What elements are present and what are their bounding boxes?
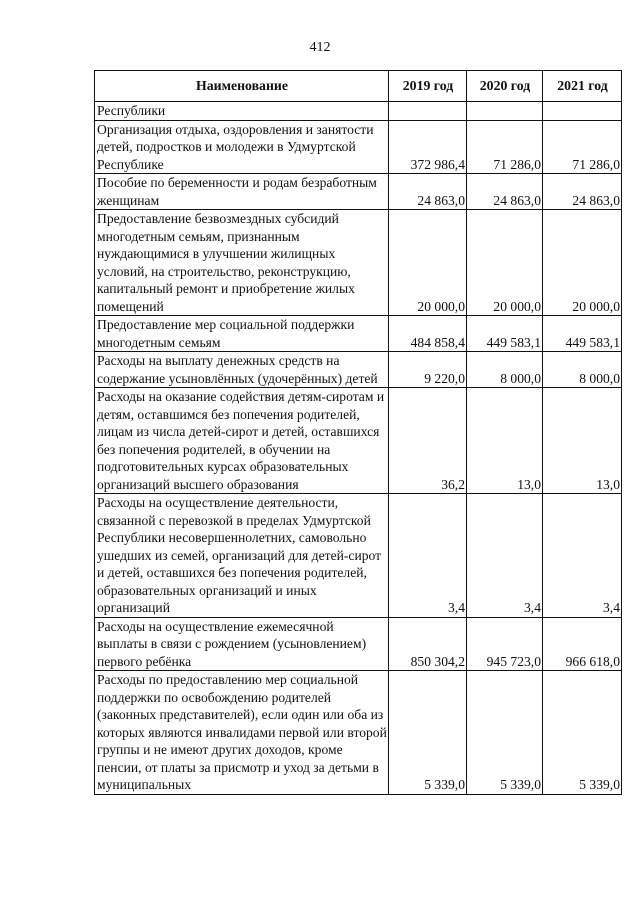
table-row xyxy=(95,210,622,316)
header-2020: 2020 год xyxy=(467,71,543,102)
value-2019: 850 304,2 xyxy=(389,617,467,671)
row-name: Расходы по предоставлению мер социальной поддержки по освобождению родителей (законных представителей), если один или оба из которых являются инвалидами первой или второй группы и не имеют других доходов, кроме пенсии, от платы за присмотр и уход за детьми в муниципальных xyxy=(95,671,389,795)
table-row xyxy=(95,120,622,174)
value-2019: 3,4 xyxy=(389,494,467,618)
value-2019: 484 858,4 xyxy=(389,316,467,352)
row-name: Расходы на оказание содействия детям-сиротам и детям, оставшимся без попечения родителей, лицам из числа детей-сирот и детей, оставшихся без попечения родителей, в обучении на подготовительных курсах образовательных организаций высшего образования xyxy=(95,388,389,494)
table-row xyxy=(95,316,622,352)
value-2021: 24 863,0 xyxy=(543,174,622,210)
value-2020: 5 339,0 xyxy=(467,671,543,795)
header-row xyxy=(95,71,622,102)
value-2019: 20 000,0 xyxy=(389,210,467,316)
row-name: Расходы на осуществление ежемесячной выплаты в связи с рождением (усыновлением) первого ребёнка xyxy=(95,617,389,671)
value-2019: 5 339,0 xyxy=(389,671,467,795)
value-2021: 8 000,0 xyxy=(543,352,622,388)
row-name: Предоставление мер социальной поддержки многодетным семьям xyxy=(95,316,389,352)
value-2021: 3,4 xyxy=(543,494,622,618)
value-2020: 20 000,0 xyxy=(467,210,543,316)
value-2019: 36,2 xyxy=(389,388,467,494)
table-row xyxy=(95,352,622,388)
header-name: Наименование xyxy=(95,71,389,102)
table-row xyxy=(95,102,622,121)
row-name: Пособие по беременности и родам безработным женщинам xyxy=(95,174,389,210)
table-row xyxy=(95,617,622,671)
row-name: Организация отдыха, оздоровления и занятости детей, подростков и молодежи в Удмуртской Республике xyxy=(95,120,389,174)
value-2019: 24 863,0 xyxy=(389,174,467,210)
header-2019: 2019 год xyxy=(389,71,467,102)
value-2020: 24 863,0 xyxy=(467,174,543,210)
value-2021: 966 618,0 xyxy=(543,617,622,671)
value-2020: 71 286,0 xyxy=(467,120,543,174)
value-2021: 5 339,0 xyxy=(543,671,622,795)
row-name: Расходы на выплату денежных средств на содержание усыновлённых (удочерённых) детей xyxy=(95,352,389,388)
table-row xyxy=(95,174,622,210)
value-2020: 13,0 xyxy=(467,388,543,494)
value-2021: 449 583,1 xyxy=(543,316,622,352)
value-2020 xyxy=(467,102,543,121)
value-2019 xyxy=(389,102,467,121)
budget-table xyxy=(94,70,622,795)
row-name: Расходы на осуществление деятельности, связанной с перевозкой в пределах Удмуртской Республики несовершеннолетних, самовольно ушедших из семей, организаций для детей-сирот и детей, оставшихся без попечения родителей, образовательных организаций и иных организаций xyxy=(95,494,389,618)
table-row xyxy=(95,388,622,494)
row-name: Предоставление безвозмездных субсидий многодетным семьям, признанным нуждающимися в улучшении жилищных условий, на строительство, реконструкцию, капитальный ремонт и приобретение жилых помещений xyxy=(95,210,389,316)
header-2021: 2021 год xyxy=(543,71,622,102)
page-number: 412 xyxy=(309,40,331,55)
value-2020: 449 583,1 xyxy=(467,316,543,352)
row-name: Республики xyxy=(95,102,389,121)
value-2020: 8 000,0 xyxy=(467,352,543,388)
value-2021 xyxy=(543,102,622,121)
value-2019: 9 220,0 xyxy=(389,352,467,388)
value-2021: 20 000,0 xyxy=(543,210,622,316)
value-2020: 945 723,0 xyxy=(467,617,543,671)
value-2019: 372 986,4 xyxy=(389,120,467,174)
value-2021: 71 286,0 xyxy=(543,120,622,174)
table-row xyxy=(95,671,622,795)
value-2021: 13,0 xyxy=(543,388,622,494)
value-2020: 3,4 xyxy=(467,494,543,618)
table-row xyxy=(95,494,622,618)
